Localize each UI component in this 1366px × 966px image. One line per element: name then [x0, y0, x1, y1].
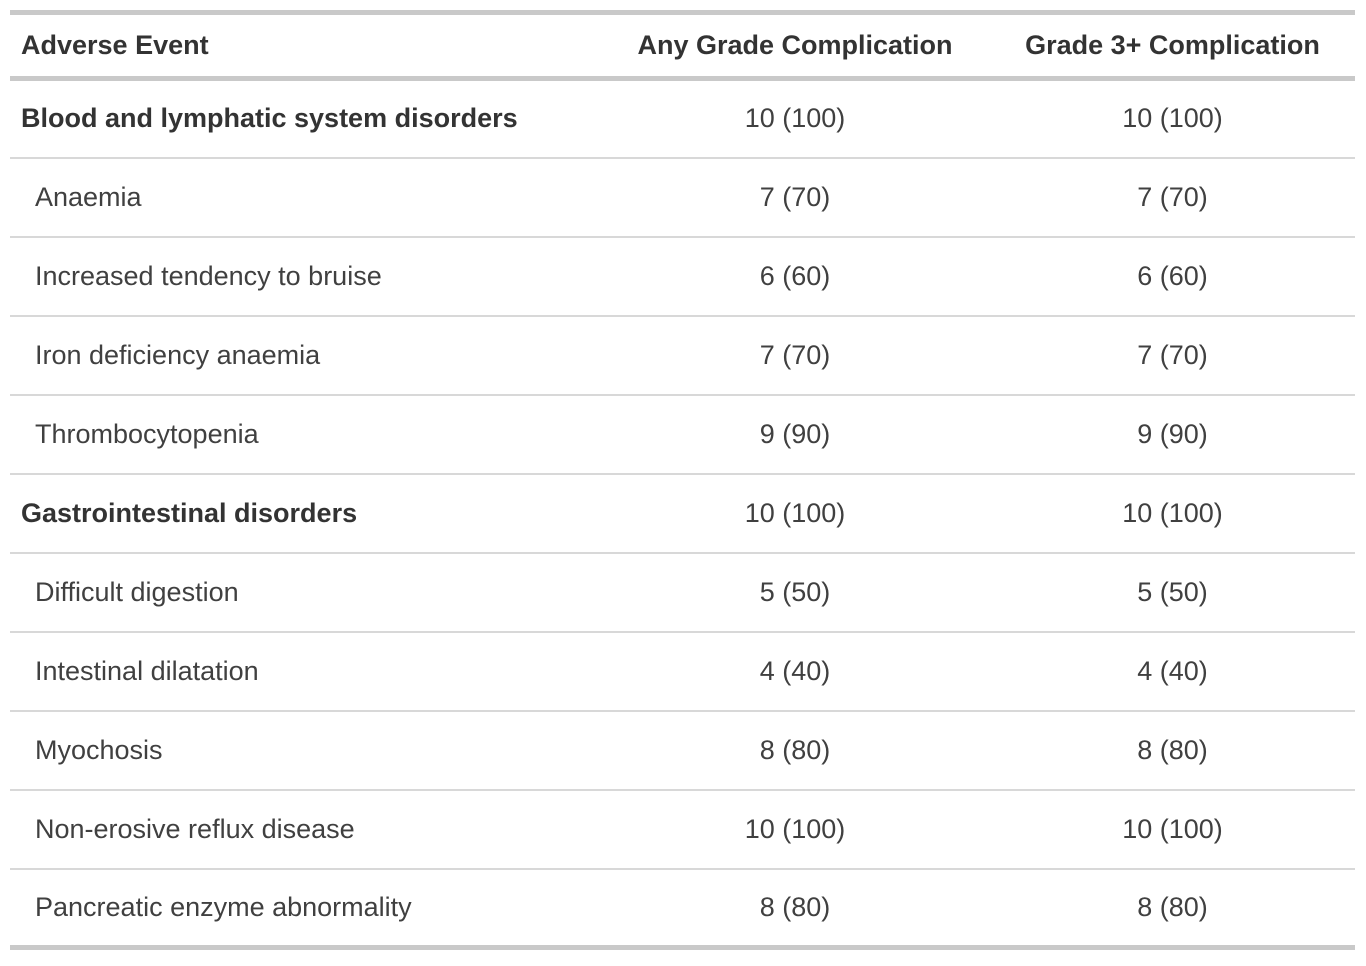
- grade3plus-value: 7 (70): [990, 158, 1355, 237]
- any-grade-value: 10 (100): [744, 103, 846, 134]
- adverse-events-table: [10, 10, 1355, 950]
- any-grade-value: 10 (100): [600, 790, 990, 869]
- table-row-group: [10, 79, 1355, 158]
- grade3plus-value: 9 (90): [990, 395, 1355, 474]
- table-row: [10, 395, 1355, 474]
- table-header: [10, 13, 1355, 79]
- grade3plus-value: 10 (100): [990, 790, 1355, 869]
- row-label: Myochosis: [10, 711, 600, 790]
- row-label: Anaemia: [10, 158, 600, 237]
- row-label: Increased tendency to bruise: [10, 237, 600, 316]
- grade3plus-value: 10 (100): [990, 474, 1355, 553]
- any-grade-value: 7 (70): [600, 158, 990, 237]
- any-grade-value: 5 (50): [600, 553, 990, 632]
- column-header-any-grade: Any Grade Complication: [600, 13, 990, 79]
- any-grade-value: 8 (80): [600, 711, 990, 790]
- row-label: Blood and lymphatic system disorders: [21, 103, 518, 134]
- row-label: Non-erosive reflux disease: [10, 790, 600, 869]
- any-grade-value: 7 (70): [600, 316, 990, 395]
- grade3plus-value: 7 (70): [990, 316, 1355, 395]
- table-body: [10, 79, 1355, 948]
- grade3plus-value: 6 (60): [990, 237, 1355, 316]
- column-header-grade3plus: Grade 3+ Complication: [990, 13, 1355, 79]
- row-label: Intestinal dilatation: [10, 632, 600, 711]
- table-row: [10, 711, 1355, 790]
- row-label: Thrombocytopenia: [10, 395, 600, 474]
- adverse-events-table-container: [10, 10, 1355, 950]
- row-label: Iron deficiency anaemia: [10, 316, 600, 395]
- table-row: [10, 158, 1355, 237]
- column-header-adverse-event: Adverse Event: [10, 13, 600, 79]
- any-grade-value: 8 (80): [600, 869, 990, 948]
- grade3plus-value: 5 (50): [990, 553, 1355, 632]
- grade3plus-value: 10 (100): [1122, 103, 1223, 134]
- table-row: [10, 237, 1355, 316]
- table-row: [10, 632, 1355, 711]
- any-grade-value: 6 (60): [600, 237, 990, 316]
- row-label: Difficult digestion: [10, 553, 600, 632]
- any-grade-value: 4 (40): [600, 632, 990, 711]
- table-row: [10, 869, 1355, 948]
- table-row-group: [10, 474, 1355, 553]
- row-label: Gastrointestinal disorders: [10, 474, 600, 553]
- table-row: [10, 316, 1355, 395]
- grade3plus-value: 8 (80): [990, 869, 1355, 948]
- grade3plus-value: 8 (80): [990, 711, 1355, 790]
- grade3plus-value: 4 (40): [990, 632, 1355, 711]
- any-grade-value: 10 (100): [600, 474, 990, 553]
- table-row: [10, 553, 1355, 632]
- table-header-row: [10, 13, 1355, 79]
- table-row: [10, 790, 1355, 869]
- row-label: Pancreatic enzyme abnormality: [10, 869, 600, 948]
- any-grade-value: 9 (90): [600, 395, 990, 474]
